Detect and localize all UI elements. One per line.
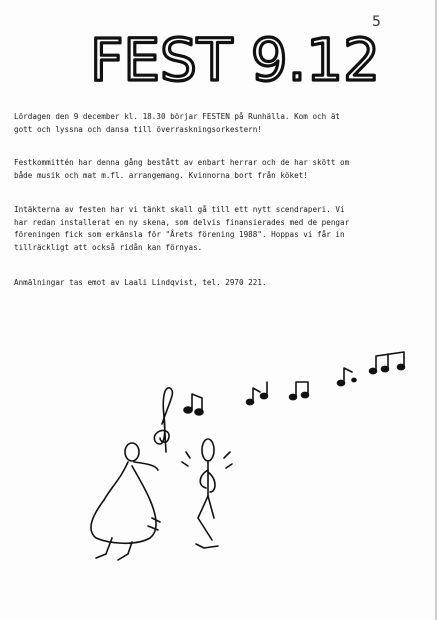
dancing-woman-figure — [91, 443, 160, 560]
illustration — [0, 340, 437, 580]
treble-clef-icon — [154, 388, 172, 452]
page-title — [86, 22, 386, 94]
dancing-stick-figure — [182, 439, 232, 548]
title-text: FEST 9.12 — [90, 26, 380, 94]
page-number: 5 — [372, 14, 381, 30]
paragraph-committee: Festkommittén har denna gång bestått av enbart herrar och de har skött om både musik och mat m.fl. arrangemang. Kvinnorna bort från köket! — [14, 158, 350, 180]
music-notes-icon — [184, 352, 405, 415]
paragraph-registration: Anmälningar tas emot av Laali Lindqvist, tel. 2970 221. — [14, 278, 267, 287]
paragraph-income: Intäkterna av festen har vi tänkt skall gå till ett nytt scendraperi. Vi har redan installerat en ny skena, som delvis finansierades med de pengar föreningen fick som erkänsla för "Årets förening 1988". Hoppas vi får in tillräckligt att också ridån kan förnyas. — [14, 205, 350, 252]
paragraph-intro: Lördagen den 9 december kl. 18.30 börjar FESTEN på Runhälla. Kom och ät gott och lyssna och dansa till överraskningsorkestern! — [14, 112, 341, 134]
